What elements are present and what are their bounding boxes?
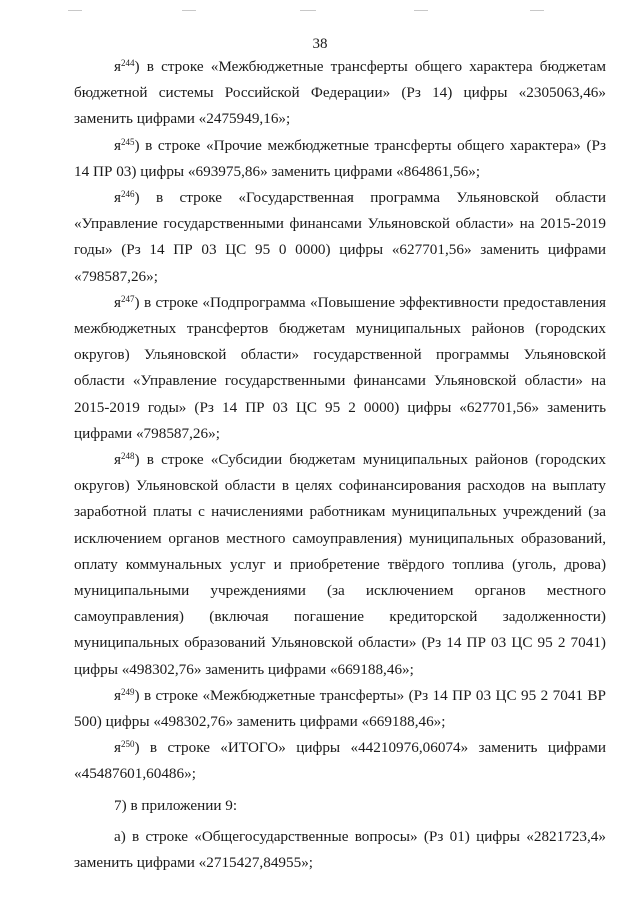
document-body (74, 54, 606, 876)
paragraph-246: $я^{246}$) в строке «Государственная программа Ульяновской области «Управление государственными финансами Ульяновской области» на 2015-2019 годы» (Рз 14 ПР 03 ЦС 95 0 0000) цифры «627701,56» заменить цифрами «798587,26»; (74, 189, 606, 285)
item-marker: $я^{246}$) (114, 189, 140, 207)
item-marker: $я^{250}$) (114, 739, 140, 757)
scan-artifact-line (182, 10, 196, 11)
scan-artifact-line (414, 10, 428, 11)
scan-artifact-line (68, 10, 82, 11)
item-marker: $я^{244}$) (114, 58, 140, 75)
item-marker: $я^{248}$) (114, 451, 140, 469)
paragraph-244: $я^{244}$) в строке «Межбюджетные трансферты общего характера бюджетам бюджетной системы Российской Федерации» (Рз 14) цифры «2305063,46» заменить цифрами «2475949,16»; (74, 58, 606, 128)
paragraph-item-a: а) в строке «Общегосударственные вопросы» (Рз 01) цифры «2821723,4» заменить цифрами «2715427,84955»; (74, 827, 606, 872)
paragraph-248: $я^{248}$) в строке «Субсидии бюджетам муниципальных районов (городских округов) Ульяновской области в целях софинансирования расходов на выплату заработной платы с начислениями работникам муниципальных учреждений (за исключением органов местного самоуправления) муниципальных образований, оплату коммунальных услуг и приобретение твёрдого топлива (уголь, дрова) муниципальными учреждениями (за исключением органов местного самоуправления) (включая погашение кредиторской задолженности) муниципальных образований Ульяновской области» (Рз 14 ПР 03 ЦС 95 2 7041) цифры «498302,76» заменить цифрами «669188,46»; (74, 451, 606, 678)
paragraph-247: $я^{247}$) в строке «Подпрограмма «Повышение эффективности предоставления межбюджетных трансфертов бюджетам муниципальных районов (городских округов) Ульяновской области» государственной программы Ульяновской области «Управление государственными финансами Ульяновской области» на 2015-2019 годы» (Рз 14 ПР 03 ЦС 95 2 0000) цифры «627701,56» заменить цифрами «798587,26»; (74, 293, 606, 442)
paragraph-250: $я^{250}$) в строке «ИТОГО» цифры «44210976,06074» заменить цифрами «45487601,60486»; (74, 739, 606, 783)
paragraph-249: $я^{249}$) в строке «Межбюджетные трансферты» (Рз 14 ПР 03 ЦС 95 2 7041 ВР 500) цифры «498302,76» заменить цифрами «669188,46»; (74, 686, 606, 731)
paragraph-appendix-9: 7) в приложении 9: (114, 796, 238, 814)
scan-artifact-line (300, 10, 316, 11)
paragraph-245: $я^{245}$) в строке «Прочие межбюджетные трансферты общего характера» (Рз 14 ПР 03) цифры «693975,86» заменить цифрами «864861,56»; (74, 136, 606, 180)
item-marker: $я^{249}$) (114, 686, 140, 704)
page-number: 38 (312, 36, 328, 52)
item-marker: $я^{245}$) (114, 136, 140, 154)
item-marker: $я^{247}$) (114, 293, 140, 311)
scan-artifact-line (530, 10, 544, 11)
